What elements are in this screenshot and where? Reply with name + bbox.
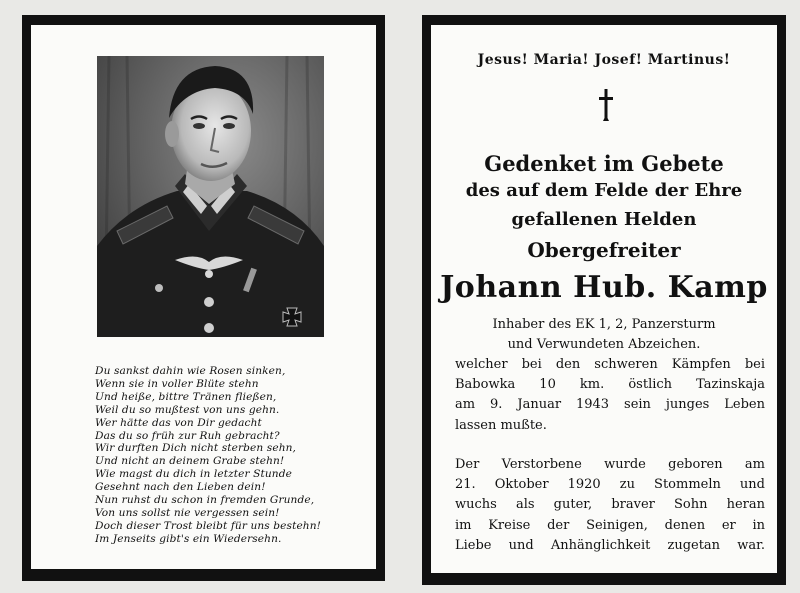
poem-line: Weil du so mußtest von uns gehn. <box>95 403 280 416</box>
poem-line: Gesehnt nach den Lieben dein! <box>95 481 266 494</box>
text-line: im Kreise der Seinigen, denen er in <box>455 517 765 533</box>
poem-line: Wer hätte das von Dir gedacht <box>95 416 262 429</box>
text-line: 21. Oktober 1920 zu Stommeln und <box>455 477 765 493</box>
latin-cross-icon <box>599 89 613 121</box>
invocation-text: Jesus! Maria! Josef! Martinus! <box>477 52 731 68</box>
memorial-poem <box>95 365 385 546</box>
poem-line: Von uns sollst nie vergessen sein! <box>95 506 280 519</box>
text-line: Liebe und Anhänglichkeit zugetan war. <box>455 537 765 553</box>
poem-line: Nun ruhst du schon in fremden Grunde, <box>95 494 315 507</box>
awards-text <box>431 315 777 355</box>
text-line: Der Verstorbene wurde geboren am <box>455 457 765 472</box>
left-card <box>22 15 385 581</box>
portrait-illustration <box>97 56 324 337</box>
soldier-portrait-photo <box>97 56 324 337</box>
poem-line: Doch dieser Trost bleibt für uns bestehn! <box>95 519 322 532</box>
text-line: lassen mußte. <box>455 417 547 433</box>
poem-line: Wenn sie in voller Blüte stehn <box>95 377 259 390</box>
deceased-name: Johann Hub. Kamp <box>440 270 768 305</box>
text-line: wuchs als guter, braver Sohn heran <box>455 497 765 513</box>
text-line: Babowka 10 km. östlich Tazinskaja <box>455 377 765 393</box>
poem-line: Wie magst du dich in letzter Stunde <box>95 468 292 481</box>
poem-line: Du sankst dahin wie Rosen sinken, <box>95 365 286 377</box>
heading-gedenket: Gedenket im Gebete <box>484 151 724 176</box>
text-line: welcher bei den schweren Kämpfen bei <box>455 357 765 372</box>
death-paragraph <box>455 355 765 436</box>
poem-line: Im Jenseits gibt's ein Wiedersehn. <box>95 532 282 545</box>
rank-title: Obergefreiter <box>527 238 681 262</box>
poem-line: Und nicht an deinem Grabe stehn! <box>95 455 285 468</box>
poem-line: Wir durften Dich nicht sterben sehn, <box>95 442 297 455</box>
poem-line: Und heiße, bittre Tränen fließen, <box>95 390 277 403</box>
poem-line: Das du so früh zur Ruh gebracht? <box>95 429 280 442</box>
awards-line: Inhaber des EK 1, 2, Panzersturm <box>492 317 716 332</box>
birth-paragraph <box>455 455 765 556</box>
text-line: am 9. Januar 1943 sein junges Leben <box>455 397 765 413</box>
awards-line: und Verwundeten Abzeichen. <box>507 337 701 353</box>
right-card <box>422 15 786 585</box>
heading-felde-der-ehre: des auf dem Felde der Ehre <box>465 180 743 201</box>
heading-gefallenen-helden: gefallenen Helden <box>511 209 697 230</box>
